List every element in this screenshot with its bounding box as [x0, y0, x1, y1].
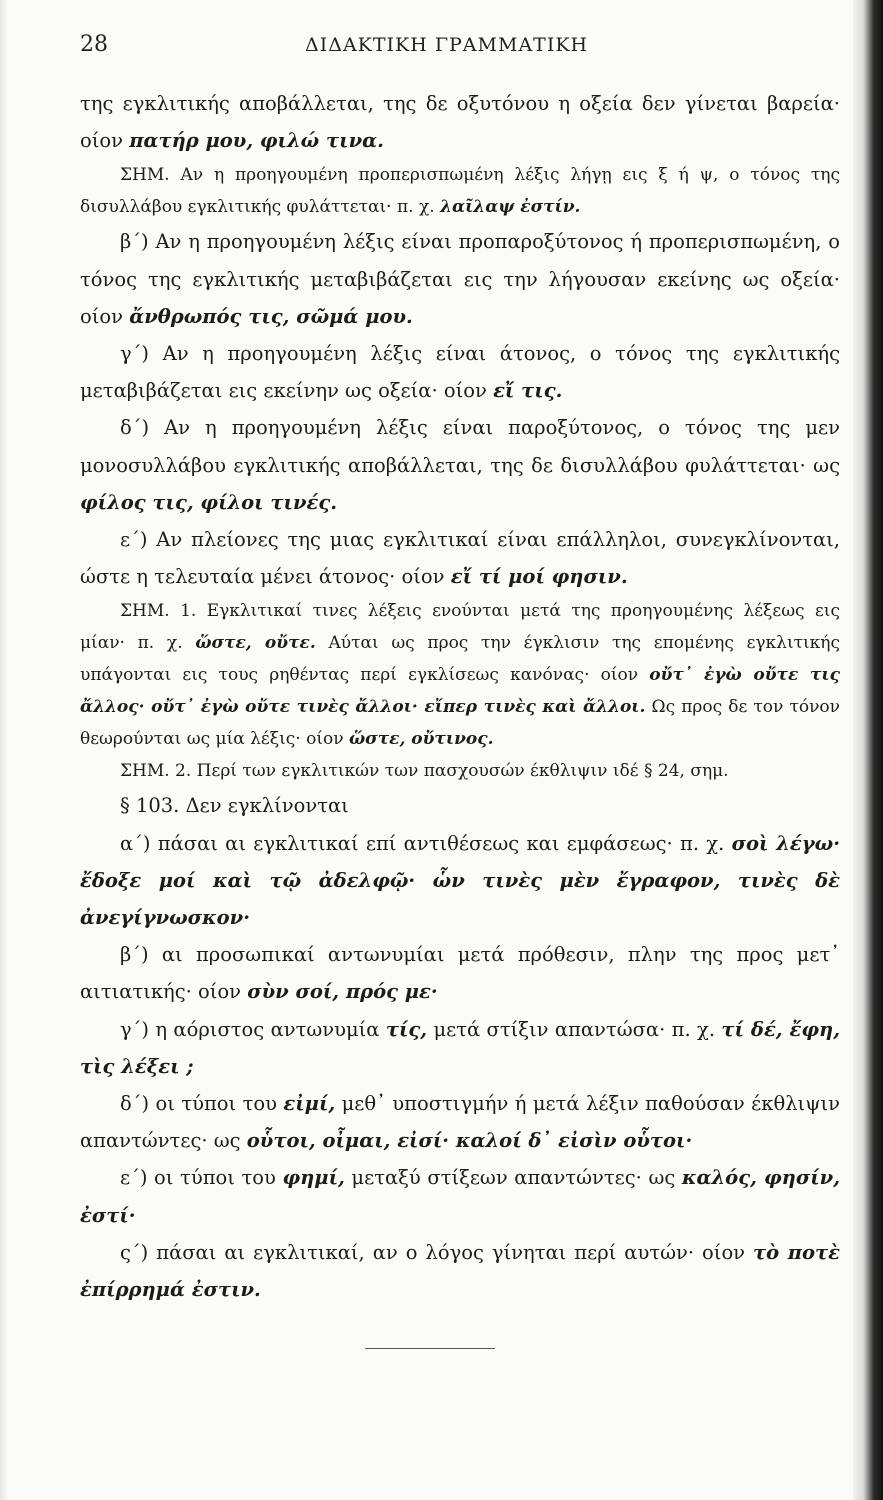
- example-text: εἰμί,: [283, 1092, 336, 1116]
- example-text: καλός, φησίν, ἐστί·: [80, 1166, 840, 1227]
- example-text: εἴ τί μοί φησιν.: [450, 565, 628, 589]
- paragraph-continuation: της εγκλιτικής αποβάλλεται, της δε οξυτόνου η οξεία δεν γίνεται βαρεία· οίον πατήρ μου, φιλώ τινα.: [80, 92, 840, 153]
- closing-rule: [365, 1348, 495, 1349]
- example-text: πατήρ μου, φιλώ τινα.: [129, 129, 384, 153]
- running-title: ΔΙΔΑΚΤΙΚΗ ΓΡΑΜΜΑΤΙΚΗ: [305, 34, 589, 56]
- page-number: 28: [80, 32, 108, 57]
- example-text: ὥστε, οὔτε.: [195, 633, 316, 654]
- page-header: [80, 28, 840, 64]
- example-text: φημί,: [282, 1166, 345, 1190]
- example-text: οὗτοι, οἶμαι, εἰσί· καλοί δ᾿ εἰσὶν οὗτοι·: [246, 1129, 693, 1153]
- example-text: λαῖλαψ ἐστίν.: [440, 197, 581, 218]
- note-2: ΣΗΜ. 2. Περί των εγκλιτικών των πασχουσών έκθλιψιν ιδέ § 24, σημ.: [120, 761, 729, 782]
- note-paragraph: ΣΗΜ. Αν η προηγουμένη προπερισπωμένη λέξις λήγῃ εις ξ ή ψ, ο τόνος της δισυλλάβου εγκλιτικής φυλάττεται· π. χ. λαῖλαψ ἐστίν.: [80, 165, 840, 218]
- item-d: δ΄) οι τύποι του εἰμί, μεθ᾿ υποστιγμήν ή μετά λέξιν παθούσαν έκθλιψιν απαντώντες· ως οὗτοι, οἶμαι, εἰσί· καλοί δ᾿ εἰσὶν οὗτοι·: [80, 1092, 840, 1153]
- item-c: γ΄) η αόριστος αντωνυμία τίς, μετά στίξιν απαντώσα· π. χ. τί δέ, ἔφη, τὶς λέξει ;: [80, 1017, 841, 1078]
- item-e: ε΄) οι τύποι του φημί, μεταξύ στίξεων απαντώντες· ως καλός, φησίν, ἐστί·: [80, 1166, 840, 1227]
- example-text: εἴ τις.: [493, 379, 563, 403]
- example-text: τὸ ποτὲ ἐπίρρημά ἐστιν.: [80, 1240, 841, 1302]
- rule-b: β΄) Αν η προηγουμένη λέξις είναι προπαροξύτονος ή προπερισπωμένη, ο τόνος της εγκλιτικής μεταβιβάζεται εις την λήγουσαν εκείνης ως οξεία· οίον ἄνθρωπός τις, σῶμά μου.: [80, 230, 840, 328]
- example-text: ἄνθρωπός τις, σῶμά μου.: [129, 304, 413, 328]
- section-heading: § 103. Δεν εγκλίνονται: [120, 794, 349, 818]
- example-text: ὥστε, οὔτινος.: [348, 729, 494, 750]
- item-f: ς΄) πάσαι αι εγκλιτικαί, αν ο λόγος γίνηται περί αυτών· οίον τὸ ποτὲ ἐπίρρημά ἐστιν.: [80, 1240, 841, 1302]
- example-text: τί δέ, ἔφη, τὶς λέξει ;: [80, 1017, 841, 1078]
- example-text: σοὶ λέγω· ἔδοξε μοί καὶ τῷ ἀδελφῷ· ὧν τινὲς μὲν ἔγραφον, τινὲς δὲ ἀνεγίγνωσκον·: [80, 831, 841, 930]
- rule-c: γ΄) Αν η προηγουμένη λέξις είναι άτονος, ο τόνος της εγκλιτικής μεταβιβάζεται εις εκείνην ως οξεία· οίον εἴ τις.: [80, 342, 840, 403]
- rule-d: δ΄) Αν η προηγουμένη λέξις είναι παροξύτονος, ο τόνος της μεν μονοσυλλάβου εγκλιτικής αποβάλλεται, της δε δισυλλάβου φυλάττεται· ως φίλος τις, φίλοι τινές.: [80, 416, 840, 514]
- example-text: φίλος τις, φίλοι τινές.: [80, 490, 338, 514]
- example-text: οὔτ᾿ ἐγὼ οὔτε τις ἄλλος· οὔτ᾿ ἐγὼ οὔτε τινὲς ἄλλοι· εἴπερ τινὲς καὶ ἄλλοι.: [80, 665, 840, 718]
- note-1: ΣΗΜ. 1. Εγκλιτικαί τινες λέξεις ενούνται μετά της προηγουμένης λέξεως εις μίαν· π. χ. ὥστε, οὔτε. Αύται ως προς την έγκλισιν της επομένης εγκλιτικής υπάγονται εις τους ρηθέντας περί εγκλίσεως κανόνας· οίον οὔτ᾿ ἐγὼ οὔτε τις ἄλλος· οὔτ᾿ ἐγὼ οὔτε τινὲς ἄλλοι· εἴπερ τινὲς καὶ ἄλλοι. Ως προς δε τον τόνον θεωρούνται ως μία λέξις· οίον ὥστε, οὔτινος.: [80, 601, 841, 750]
- page-body: [80, 85, 840, 1308]
- example-text: σὺν σοί, πρός με·: [247, 980, 438, 1004]
- page-binding-edge: [853, 0, 883, 1500]
- page-left-edge: [0, 0, 8, 1500]
- item-a: α΄) πάσαι αι εγκλιτικαί επί αντιθέσεως και εμφάσεως· π. χ. σοὶ λέγω· ἔδοξε μοί καὶ τῷ ἀδελφῷ· ὧν τινὲς μὲν ἔγραφον, τινὲς δὲ ἀνεγίγνωσκον·: [80, 831, 841, 930]
- rule-e: ε΄) Αν πλείονες της μιας εγκλιτικαί είναι επάλληλοι, συνεγκλίνονται, ώστε η τελευταία μένει άτονος· οίον εἴ τί μοί φησιν.: [80, 528, 840, 589]
- item-b: β΄) αι προσωπικαί αντωνυμίαι μετά πρόθεσιν, πλην της προς μετ᾿ αιτιατικής· οίον σὺν σοί, πρός με·: [80, 943, 840, 1004]
- example-text: τίς,: [385, 1017, 428, 1041]
